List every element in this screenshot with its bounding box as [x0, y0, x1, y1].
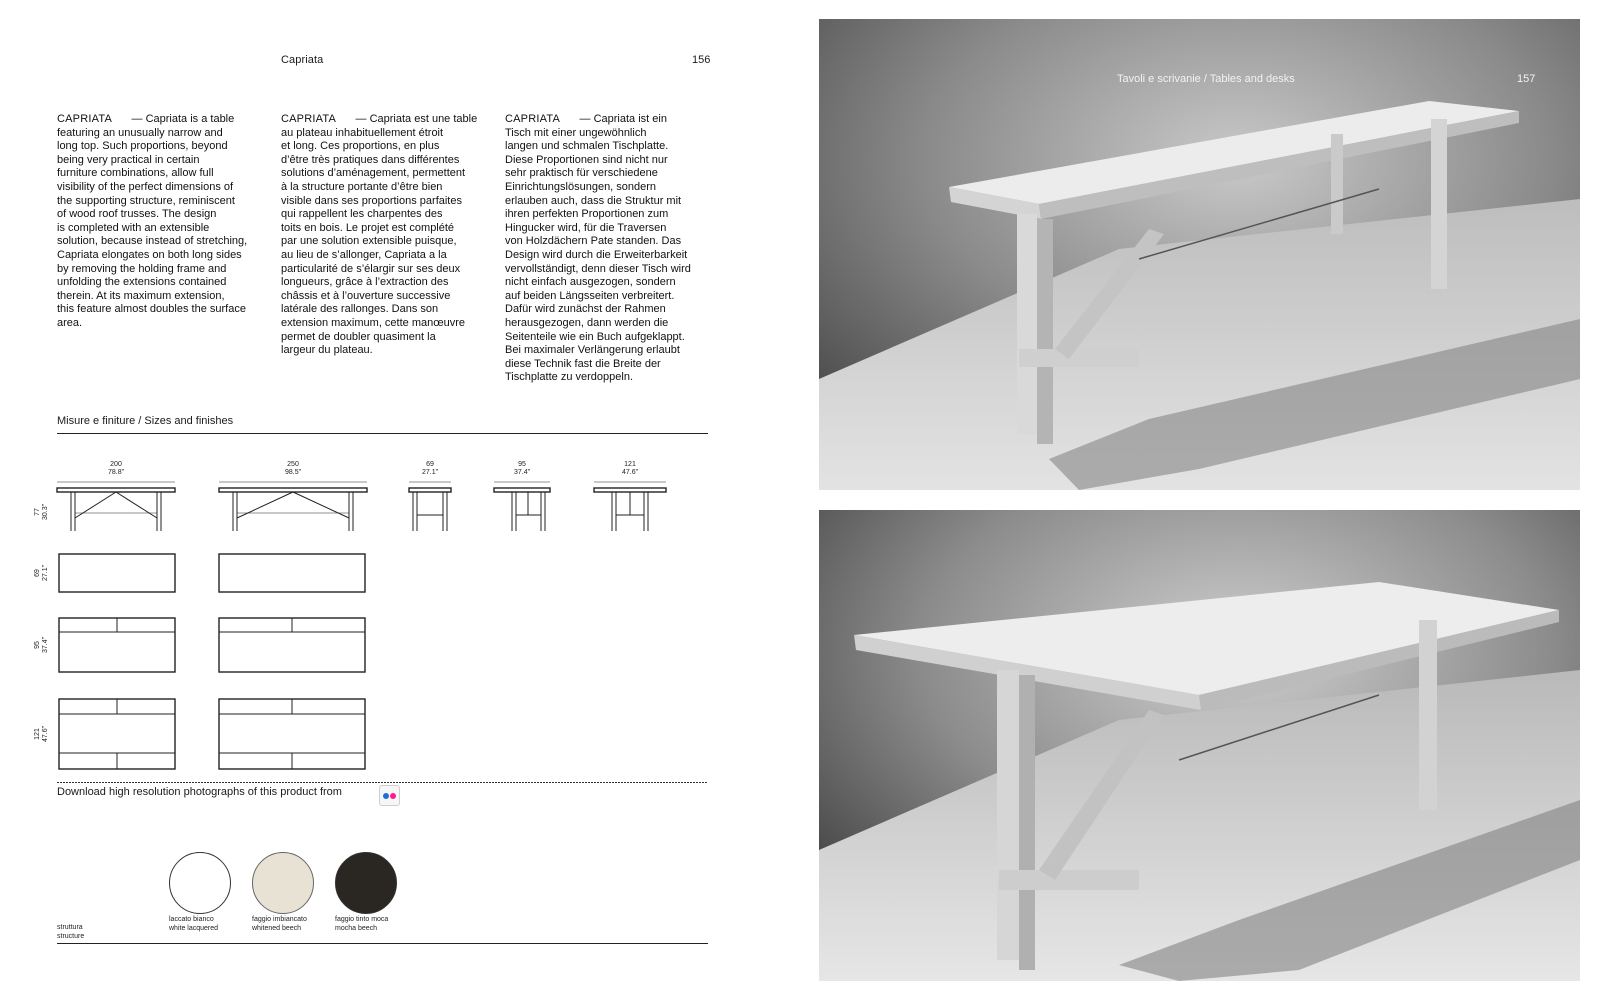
top-view-250x69	[219, 554, 365, 592]
dim-height-77-inch: 30.3”	[42, 504, 49, 520]
dim-height-77: 77	[34, 508, 41, 516]
dim-row-69: 69	[34, 569, 41, 577]
top-view-200x121	[59, 699, 175, 769]
sizes-heading: Misure e finiture / Sizes and finishes	[57, 415, 234, 427]
finishes-rule	[57, 943, 708, 944]
product-photo-extended	[819, 510, 1580, 981]
dim-row-95-inch: 37.4”	[42, 637, 49, 653]
text-column-german: CAPRIATA — Capriata ist ein Tisch mit einer ungewöhnlich langen und schmalen Tischplatte. Diese Proportionen sind nicht nur sehr praktisch für verschiedene Einrichtungslösungen, sondern erlauben auch, dass die Struktur mit ihren perfekten Proportionen zum Hingucker wird, für die Traversen von Holzdächern Pate standen. Das Design wird durch die Erweiterbarkeit vervollständigt, denn dieser Tisch wird nicht einfach ausgezogen, sondern auf beiden Längsseiten verbreitert. Dafür wird zunächst der Rahmen herausgezogen, dann werden die Seitenteile wie ein Buch aufgeklappt. Bei maximaler Verlängerung erlaubt diese Technik fast die Breite der Tischplatte zu verdoppeln.	[505, 113, 691, 384]
dim-row-69-inch: 27.1”	[42, 565, 49, 581]
dim-width-69-inch: 27.1”	[422, 469, 438, 476]
dim-width-95: 95	[518, 461, 526, 468]
front-view-200	[57, 488, 175, 531]
download-rule	[57, 782, 708, 783]
text-column-english: CAPRIATA — Capriata is a table featuring an unusually narrow and long top. Such proportions, beyond being very practical in certain furniture combinations, allow full visibility of the perfect dimensions of the supporting structure, reminiscent of wood roof trusses. The design is completed with an extensible solution, because instead of stretching, Capriata elongates on both long sides by removing the holding frame and unfolding the extensions contained therein. At its maximum extension, this feature almost doubles the surface area.	[57, 113, 248, 329]
top-view-250x121	[219, 699, 365, 769]
dim-width-121: 121	[624, 461, 636, 468]
dim-width-69: 69	[426, 461, 434, 468]
dim-width-95-inch: 37.4”	[514, 469, 530, 476]
product-photo-narrow	[819, 19, 1580, 490]
dim-length-200: 200	[110, 461, 122, 468]
top-view-250x95	[219, 618, 365, 672]
swatch-label-white: laccato bianco white lacquered	[169, 916, 219, 932]
swatch-white-lacquered	[169, 852, 231, 914]
running-head-right: Tavoli e scrivanie / Tables and desks	[1117, 73, 1295, 85]
side-view-95	[494, 488, 550, 531]
top-view-200x69	[59, 554, 175, 592]
dim-length-250-inch: 98.5”	[285, 469, 301, 476]
text-column-french: CAPRIATA — Capriata est une table au plateau inhabituellement étroit et long. Ces proportions, en plus d’être très pratiques dans différentes solutions d’aménagement, permettent à la structure portante d’être bien visible dans ses proportions parfaites qui rappellent les charpentes des toits en bois. Le projet est complété par une solution extensible puisque, au lieu de s’allonger, Capriata a la particularité de s’élargir sur ses deux longueurs, grâce à l’extraction des châssis et à l’ouverture successive latérale des rallonges. Dans son extension maximum, cette manœuvre permet de doubler quasiment la largeur du plateau.	[281, 113, 478, 357]
download-text: Download high resolution photographs of this product from	[57, 786, 342, 798]
dim-length-250: 250	[287, 461, 299, 468]
column-lead: CAPRIATA	[57, 113, 112, 125]
page-number-left: 156	[692, 54, 711, 66]
dim-width-121-inch: 47.6”	[622, 469, 638, 476]
swatch-label-whitened: faggio imbiancato whitened beech	[252, 916, 307, 932]
top-view-200x95	[59, 618, 175, 672]
side-view-121	[594, 488, 666, 531]
flickr-icon	[383, 793, 389, 799]
technical-drawings	[0, 0, 720, 790]
running-head-left: Capriata	[281, 54, 324, 66]
dim-length-200-inch: 78.8”	[108, 469, 124, 476]
flickr-button[interactable]	[379, 785, 400, 806]
dim-row-121: 121	[34, 728, 41, 740]
side-view-69	[409, 488, 451, 531]
swatch-label-mocha: faggio tinto moca mocha beech	[335, 916, 389, 932]
column-lead: CAPRIATA	[281, 113, 336, 125]
dim-row-95: 95	[34, 641, 41, 649]
page-number-right: 157	[1517, 73, 1536, 85]
swatch-whitened-beech	[252, 852, 314, 914]
finish-structure-label: struttura structure	[57, 924, 85, 940]
front-view-250	[219, 488, 367, 531]
flickr-icon-pink-dot	[390, 793, 396, 799]
dim-row-121-inch: 47.6”	[42, 726, 49, 742]
swatch-mocha-beech	[335, 852, 397, 914]
column-lead: CAPRIATA	[505, 113, 560, 125]
